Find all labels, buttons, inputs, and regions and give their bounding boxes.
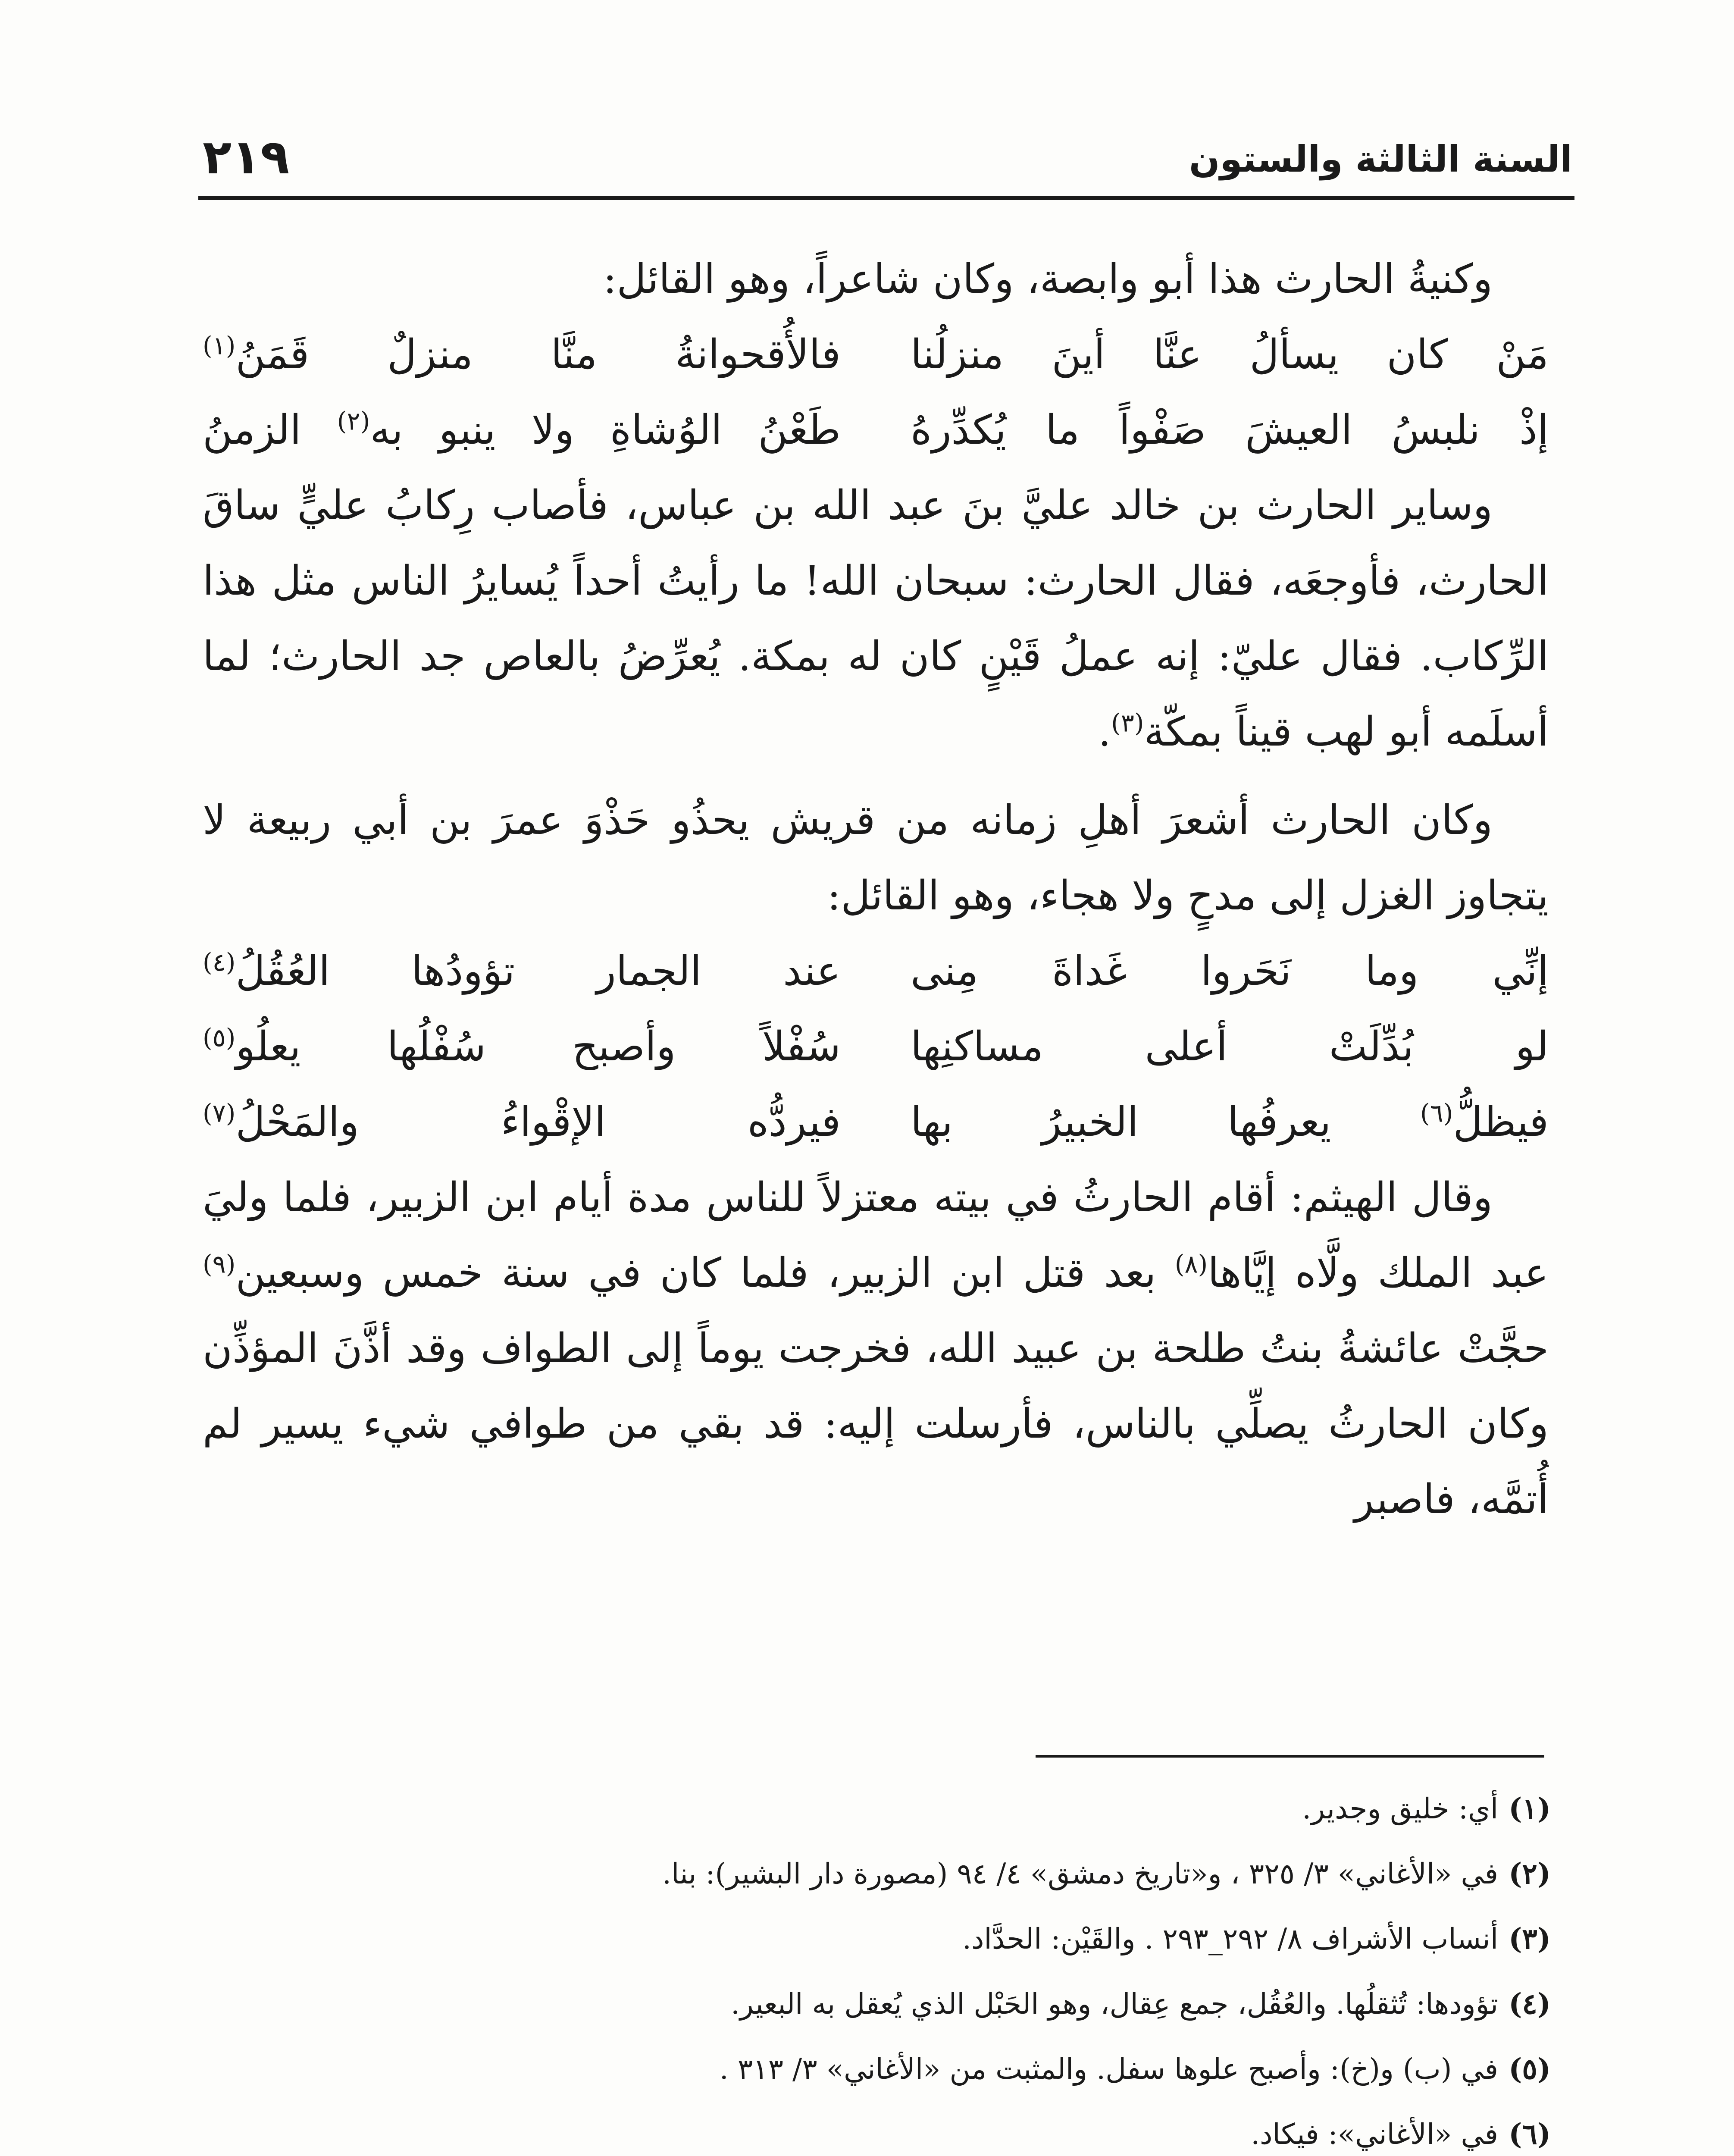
footnotes bbox=[185, 1781, 1551, 2156]
poem-1 bbox=[203, 317, 1549, 468]
verse-first-hemistich: فيظلُّ$^{(٦)}$ يعرفُها الخبيرُ بها bbox=[911, 1098, 1549, 1146]
poem-2 bbox=[203, 934, 1549, 1160]
page-header bbox=[203, 125, 1572, 201]
footnote-separator bbox=[1036, 1755, 1544, 1758]
verse-first-hemistich: إذْ نلبسُ العيشَ صَفْواً ما يُكدِّرهُ bbox=[911, 407, 1549, 454]
footnote-ref[interactable]: (٤) bbox=[203, 947, 236, 977]
footnote: (٥)في (ب) و(خ): وأصبح علوها سفل. والمثبت من «الأغاني» ٣/ ٣١٣ . bbox=[719, 2052, 1551, 2086]
verse-line bbox=[203, 392, 1549, 468]
footnote-ref[interactable]: (٥) bbox=[203, 1023, 236, 1053]
verse-first-hemistich: إنِّي وما نَحَروا غَداةَ مِنى bbox=[911, 948, 1549, 995]
footnote: (٢)في «الأغاني» ٣/ ٣٢٥ ، و«تاريخ دمشق» ٤/ ٩٤ (مصورة دار البشير): بنا. bbox=[662, 1857, 1551, 1890]
footnote-ref[interactable]: (٣) bbox=[1111, 708, 1144, 738]
footnote: (٣)أنساب الأشراف ٨/ ٢٩٢_٢٩٣ . والقَيْن: الحدَّاد. bbox=[962, 1922, 1551, 1955]
verse-line bbox=[203, 317, 1549, 392]
verse-second-hemistich: فيردُّه الإقْواءُ والمَحْلُ$^{(٧)}$ bbox=[203, 1098, 841, 1146]
footnote: (١)أي: خليق وجدير. bbox=[1302, 1792, 1551, 1825]
footnote-ref[interactable]: (٦) bbox=[1420, 1098, 1453, 1128]
main-text bbox=[203, 241, 1549, 1537]
footnote: (٤)تؤودها: تُثقلُها. والعُقُل، جمع عِقال، وهو الحَبْل الذي يُعقل به البعير. bbox=[731, 1987, 1551, 2021]
footnote: (٦)في «الأغاني»: فيكاد. bbox=[1251, 2117, 1551, 2151]
verse-second-hemistich: فالأُقحوانةُ منَّا منزلٌ قَمَنُ$^{(١)}$ bbox=[203, 331, 841, 378]
verse-line bbox=[203, 1084, 1549, 1160]
paragraph-4: وقال الهيثم: أقام الحارثُ في بيته معتزلاً للناس مدة أيام ابن الزبير، فلما وليَ عبد الملك ولَّاه إيَّاها$^{(٨)}$ بعد قتل ابن الزبير، فلما كان في سنة خمس وسبعين$^{(٩)}$ حجَّتْ عائشةُ بنتُ طلحة بن عبيد الله، فخرجت يوماً إلى الطواف وقد أذَّنَ المؤذِّن وكان الحارثُ يصلِّي بالناس، فأرسلت إليه: قد بقي من طوافي شيء يسير لم أُتمَّه، فاصبر bbox=[203, 1174, 1549, 1523]
verse-first-hemistich: مَنْ كان يسألُ عنَّا أينَ منزلُنا bbox=[911, 331, 1549, 378]
footnote-ref[interactable]: (٧) bbox=[203, 1098, 236, 1128]
verse-line bbox=[203, 934, 1549, 1009]
page-number: ٢١٩ bbox=[203, 129, 290, 185]
verse-second-hemistich: طَعْنُ الوُشاةِ ولا ينبو به$^{(٢)}$ الزمنُ bbox=[203, 406, 841, 454]
footnote-ref[interactable]: (٩) bbox=[203, 1249, 236, 1279]
footnote-ref[interactable]: (١) bbox=[203, 331, 236, 360]
header-rule bbox=[198, 196, 1574, 200]
paragraph-3: وكان الحارث أشعرَ أهلِ زمانه من قريش يحذُو حَذْوَ عمرَ بن أبي ربيعة لا يتجاوز الغزل إلى مدحٍ ولا هجاء، وهو القائل: bbox=[203, 797, 1549, 919]
paragraph-2: وساير الحارث بن خالد عليَّ بنَ عبد الله بن عباس، فأصاب رِكابُ عليٍّ ساقَ الحارث، فأوجعَه، فقال الحارث: سبحان الله! ما رأيتُ أحداً يُسايرُ الناس مثل هذا الرِّكاب. فقال عليّ: إنه عملُ قَيْنٍ كان له بمكة. يُعرِّضُ بالعاص جد الحارث؛ لما أسلَمه أبو لهب قيناً بمكّة$^{(٣)}$. bbox=[203, 482, 1549, 755]
verse-line bbox=[203, 1009, 1549, 1084]
running-title: السنة الثالثة والستون bbox=[1189, 138, 1572, 180]
footnote-ref[interactable]: (٨) bbox=[1174, 1249, 1208, 1279]
verse-second-hemistich: عند الجمار تؤودُها العُقُلُ$^{(٤)}$ bbox=[203, 947, 841, 995]
footnote-ref[interactable]: (٢) bbox=[337, 406, 370, 436]
verse-second-hemistich: سُفْلاً وأصبح سُفْلُها يعلُو$^{(٥)}$ bbox=[203, 1023, 841, 1070]
verse-first-hemistich: لو بُدِّلَتْ أعلى مساكنِها bbox=[911, 1023, 1549, 1070]
paragraph-1: وكنيةُ الحارث هذا أبو وابصة، وكان شاعراً، وهو القائل: bbox=[603, 256, 1493, 303]
